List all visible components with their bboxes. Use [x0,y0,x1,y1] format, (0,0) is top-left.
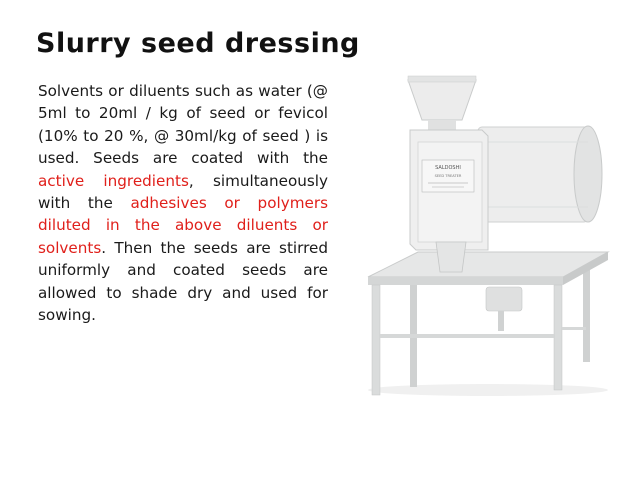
highlight-adhesives: adhesives or polymers diluted in the above diluents or solvents [38,194,328,257]
paragraph-text-1: Solvents or diluents such as water (@ 5ml to 20ml / kg of seed or fevicol (10% to 20 %, @ 30ml/kg of seed ) is used. Seeds are coated with the [38,82,328,168]
seed-treater-machine-image [358,72,620,402]
body-paragraph [38,80,328,326]
svg-text:SEED TREATER: SEED TREATER [434,174,462,178]
paragraph-text-2: , simultaneously with the [38,171,328,213]
paragraph-text-3: . Then the seeds are stirred uniformly and coated seeds are allowed to shade dry and used for sowing. [38,238,328,325]
page-title: Slurry seed dressing [36,28,360,59]
svg-text:SALDOSHI: SALDOSHI [435,165,461,171]
highlight-active-ingredients: active ingredients [38,171,189,190]
